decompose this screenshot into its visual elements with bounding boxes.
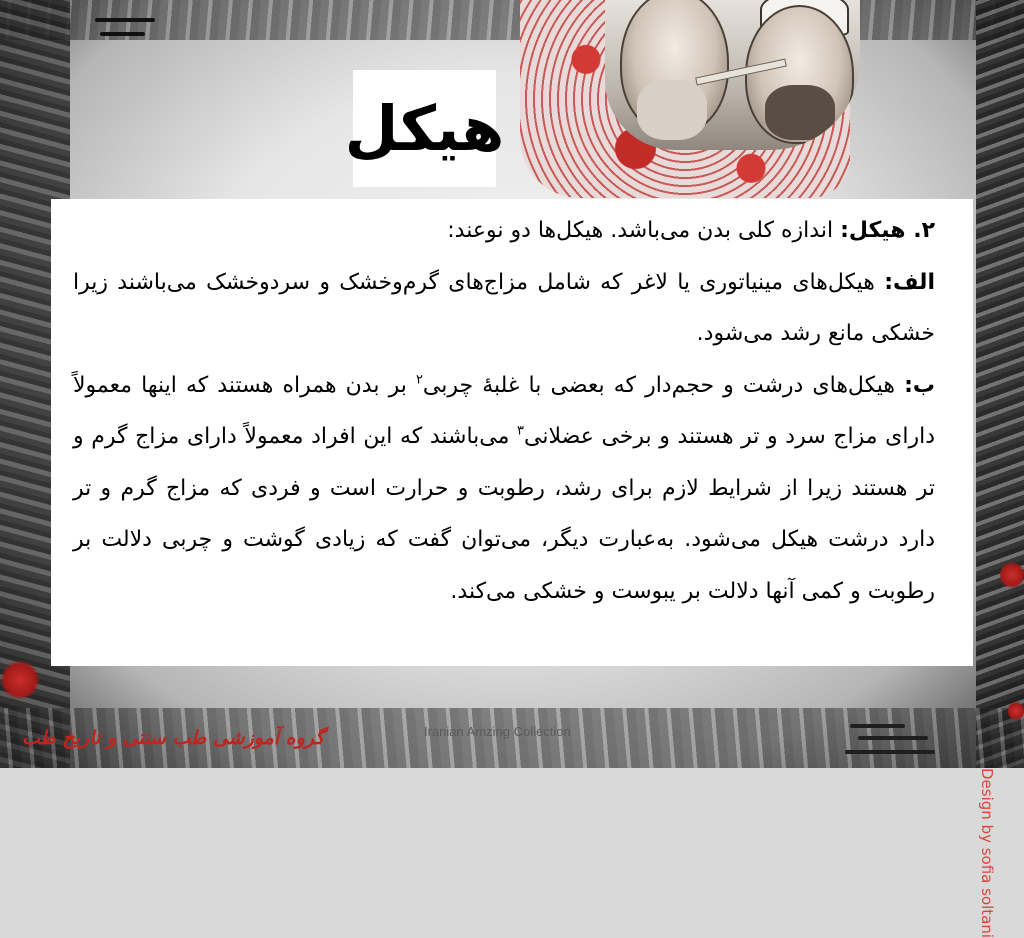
- paragraph-type-b: [73, 360, 935, 618]
- paragraph-prefix: ۲. هیکل:: [840, 218, 935, 243]
- scribble-mark: [858, 736, 928, 740]
- footnote-marker[interactable]: ۲: [415, 372, 423, 388]
- content-panel: [51, 199, 973, 666]
- paragraph-prefix: ب:: [904, 372, 935, 398]
- slide-title-box: [344, 70, 505, 187]
- paragraph-text: اندازه کلی بدن می‌باشد. هیکل‌ها دو نوعند:: [447, 218, 841, 243]
- paragraph-text: هیکل‌های مینیاتوری یا لاغر که شامل مزاج‌های گرم‌وخشک و سردوخشک می‌باشند زیرا خشکی مانع رشد می‌شود.: [73, 269, 935, 346]
- scribble-mark: [100, 32, 145, 36]
- footer-group-name: گروه آموزشی طب سنتی و تاریخ طب: [22, 727, 325, 749]
- paragraph-text: بر بدن همراه هستند که اینها معمولاً دارای مزاج سرد و تر هستند و برخی عضلانی: [73, 372, 935, 449]
- dark-beard: [765, 85, 835, 140]
- paragraph-text: هیکل‌های درشت و حجم‌دار که بعضی با غلبهٔ چربی: [422, 372, 905, 398]
- designer-credit: [978, 580, 1020, 938]
- scribble-mark: [850, 724, 905, 728]
- designer-credit-text: Design by sofia soltani: [978, 768, 996, 938]
- slide-title: هیکل: [344, 92, 505, 165]
- paragraph-definition: [73, 205, 935, 257]
- paragraph-type-a: [73, 257, 935, 360]
- footer-collection-name: Iranian Amzing Collection: [424, 724, 571, 739]
- paragraph-text: می‌باشند که این افراد معمولاً دارای مزاج گرم و تر هستند زیرا از شرایط لازم برای رشد، رطوبت و حرارت است و فردی که مزاج گرم و تر دارد درشت هیکل می‌شود. به‌عبارت دیگر، می‌توان گفت که زیادی گوشت و چربی دلالت بر رطوبت و کمی آنها دلالت بر یبوست و خشکی می‌کند.: [73, 424, 935, 604]
- white-beard: [637, 80, 707, 140]
- portrait-illustration: [605, 0, 860, 150]
- footnote-marker[interactable]: ۳: [517, 423, 525, 439]
- red-splatter: [0, 660, 40, 700]
- scribble-mark: [845, 750, 935, 754]
- paragraph-prefix: الف:: [884, 269, 935, 295]
- scribble-mark: [95, 18, 155, 22]
